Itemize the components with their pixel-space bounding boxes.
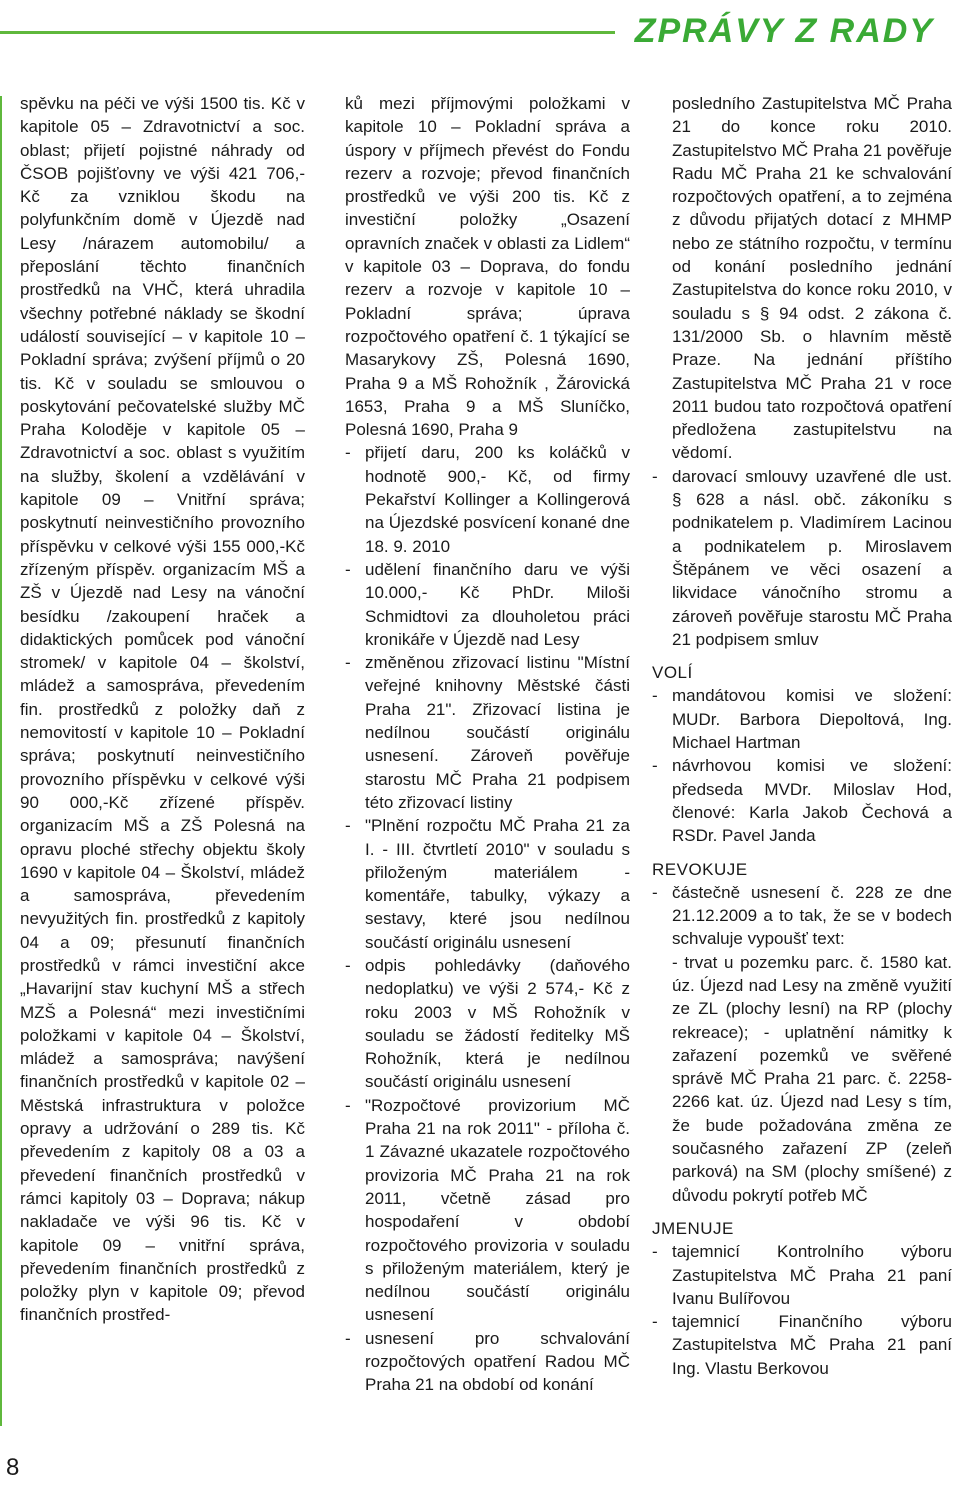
list-item: - "Plnění rozpočtu MČ Praha 21 za I. - III. čtvrtletí 2010" v souladu s přiloženým materiálem - komentáře, tabulky, výkazy a sestavy, které jsou nedílnou součástí originálu usnesení [345, 814, 630, 954]
list-item: - částečně usnesení č. 228 ze dne 21.12.2009 a to tak, že se v bodech schvaluje vypoušť text: [652, 881, 952, 951]
revokuje-list [652, 881, 952, 951]
jmenuje-list [652, 1240, 952, 1380]
column-2-list [345, 441, 630, 1396]
page-number: 8 [6, 1454, 20, 1481]
text-column-3 [652, 92, 952, 1380]
text-column-1 [20, 92, 305, 1327]
list-item: - tajemnicí Finančního výboru Zastupitelstva MČ Praha 21 paní Ing. Vlastu Berkovou [652, 1310, 952, 1380]
column-3-lead-paragraph: posledního Zastupitelstva MČ Praha 21 do konce roku 2010. Zastupitelstvo MČ Praha 21 pověřuje Radu MČ Praha 21 ke schvalování rozpočtových opatření, a to zejména z důvodu přijatých dotací z MHMP nebo ze státního rozpočtu, v termínu od konání posledního jednání Zastupitelstva do konce roku 2010, v souladu s § 94 odst. 2 zákona č. 131/2000 Sb. o hlavním městě Praze. Na jednání příštího Zastupitelstva MČ Praha 21 v roce 2011 budou tato rozpočtová opatření předložena zastupitelstvu na vědomí. [672, 94, 952, 463]
voli-list [652, 684, 952, 847]
column-2-lead-paragraph: ků mezi příjmovými položkami v kapitole 10 – Pokladní správa a úspory v příjmech převést do Fondu rezerv a rozvoje; převod finančních prostředků ve výši 200 tis. Kč z investiční položky „Osazení opravních značek v oblasti za Lidlem“ v kapitole 03 – Doprava, do fondu rezerv a rozvoje v kapitole 10 – Pokladní správa; úprava rozpočtového opatření č. 1 týkající se Masarykovy ZŠ, Polesná 1690, Praha 9 a MŠ Rohožník , Žárovická 1653, Praha 9 a MŠ Sluníčko, Polesná 1690, Praha 9 [345, 94, 630, 440]
heading-revokuje: REVOKUJE [652, 859, 748, 879]
list-item: - "Rozpočtové provizorium MČ Praha 21 na rok 2011" - příloha č. 1 Závazné ukazatele rozpočtového provizoria MČ Praha 21 na rok 2011, včetně zásad pro hospodaření v období rozpočtového provizoria v souladu s přiloženým materiálem, který je nedílnou součástí originálu usnesení [345, 1094, 630, 1327]
list-item: - návrhovou komisi ve složení: předseda MVDr. Miloslav Hod, členové: Karla Jakob Čechová a RSDr. Pavel Janda [652, 754, 952, 847]
left-margin-rule [0, 96, 2, 1426]
column-3-list-a [652, 465, 952, 651]
list-item: - tajemnicí Kontrolního výboru Zastupitelstva MČ Praha 21 paní Ivanu Bulířovou [652, 1240, 952, 1310]
revokuje-text: - trvat u pozemku parc. č. 1580 kat. úz. Újezd nad Lesy na změně využití ze ZL (plochy lesní) na RP (plochy rekreace); - uplatnění námitky k zařazení pozemků ve svěřené správě MČ Praha 21 parc. č. 2258-2266 kat. úz. Újezd nad Lesy s tím, že bude požadována změna ze současného zařazení ZP (zeleň parková) na SM (plochy smíšené) z důvodu pokrytí potřeb MČ [672, 952, 952, 1205]
heading-jmenuje: JMENUJE [652, 1218, 734, 1238]
text-column-2 [345, 92, 630, 1397]
list-item: - odpis pohledávky (daňového nedoplatku) ve výši 2 574,- Kč z roku 2003 v MŠ Rohožník v souladu se žádostí ředitelky MŠ Rohožník, která je nedílnou součástí originálu usnesení [345, 954, 630, 1094]
heading-voli: VOLÍ [652, 663, 693, 683]
column-1-paragraph: spěvku na péči ve výši 1500 tis. Kč v kapitole 05 – Zdravotnictví a soc. oblast; přijetí pojistné náhrady od ČSOB pojišťovny ve výši 421 706,- Kč za vzniklou škodu na polyfunkčním domě v Újezdě nad Lesy /nárazem automobilu/ a přeposlání těchto finančních prostředků na VHČ, která uhradila všechny potřebné náklady se škodní událostí související – v kapitole 10 – Pokladní správa; zvýšení příjmů o 20 tis. Kč v souladu se smlouvou o poskytování pečovatelské služby MČ Praha Koloděje v kapitole 05 – Zdravotnictví a soc. oblast s využitím na služby, školení a vzdělávání v kapitole 09 – Vnitřní správa; poskytnutí neinvestičního provozního příspěvku v celkové výši 155 000,-Kč zřízeným příspěv. organizacím MŠ a ZŠ v Újezdě nad Lesy na vánoční besídku /zakoupení hraček a didaktických pomůcek pod vánoční stromek/ v kapitole 04 – školství, mládež a samospráva, převedením fin. prostředků z položky daň z nemovitostí v kapitole 10 – Pokladní správa; poskytnutí neinvestičního provozního příspěvku v celkové výši 90 000,-Kč zřízené příspěv. organizacím MŠ a ZŠ Polesná na opravu ploché střechy objektu školy 1690 v kapitole 04 – Školství, mládež a samospráva, převedením nevyužitých fin. prostředků z kapitoly 04 a 09; přesunutí finančních prostředků v rámci investiční akce „Havarijní stav kuchyní MŠ a střech MZŠ a Polesná“ mezi investičními položkami v kapitole 04 – Školství, mládež a samospráva; navýšení finančních prostředků v kapitole 02 – Městská infrastruktura v položce opravy a udržování o 289 tis. Kč převedením z kapitoly 08 a 03 a převedení finančních prostředků v rámci kapitoly 03 – Doprava; nákup nakladače ve výši 96 tis. Kč v kapitole 09 – vnitřní správa, převedením finančních prostředků z položky plyn v kapitole 09; převod finančních prostřed- [20, 94, 305, 1325]
list-item: - změněnou zřizovací listinu "Místní veřejné knihovny Městské části Praha 21". Zřizovací listina je nedílnou součástí originálu usnesení. Zároveň pověřuje starostu MČ Praha 21 podpisem této zřizovací listiny [345, 651, 630, 814]
list-item: - mandátovou komisi ve složení: MUDr. Barbora Diepoltová, Ing. Michael Hartman [652, 684, 952, 754]
section-banner [0, 14, 960, 48]
section-title: ZPRÁVY Z RADY [615, 14, 960, 48]
list-item: - udělení finančního daru ve výši 10.000,- Kč PhDr. Miloši Schmidtovi za dlouholetou práci kronikáře v Újezdě nad Lesy [345, 558, 630, 651]
list-item: - přijetí daru, 200 ks koláčků v hodnotě 900,- Kč, od firmy Pekařství Kollinger a Kollingerová na Újezdské posvícení konané dne 18. 9. 2010 [345, 441, 630, 557]
list-item: - darovací smlouvy uzavřené dle ust. § 628 a násl. obč. zákoníku s podnikatelem p. Vladimírem Lacinou a podnikatelem p. Miroslavem Štěpánem ve věci osazení a likvidace vánočního stromu a zároveň pověřuje starostu MČ Praha 21 podpisem smluv [652, 465, 952, 651]
list-item: - usnesení pro schvalování rozpočtových opatření Radou MČ Praha 21 na období od konání [345, 1327, 630, 1397]
